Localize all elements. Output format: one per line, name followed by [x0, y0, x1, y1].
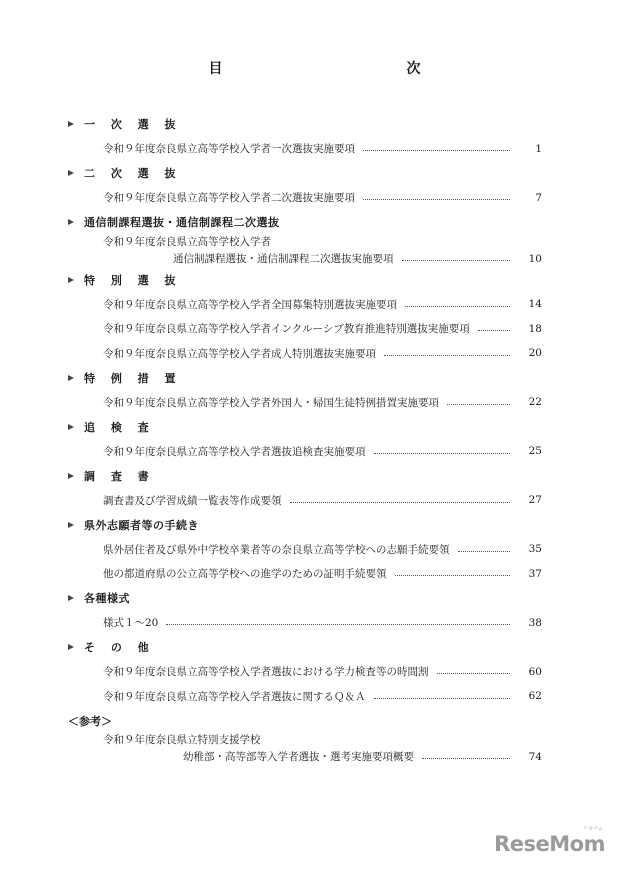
page-number: 74 [528, 750, 542, 763]
triangle-bullet-icon [68, 595, 74, 601]
page-number: 20 [528, 347, 542, 360]
section-label: 追 検 査 [84, 420, 155, 434]
toc-entry[interactable] [0, 341, 629, 366]
section-heading [0, 635, 629, 660]
toc-entry[interactable] [0, 488, 629, 513]
triangle-bullet-icon [68, 121, 74, 127]
section-heading [0, 513, 629, 538]
toc-entry[interactable] [0, 292, 629, 317]
page-number: 7 [535, 191, 542, 204]
page-number: 37 [528, 567, 542, 580]
resemom-logo [494, 826, 605, 856]
section-label: そ の 他 [84, 641, 155, 655]
entry-title: 令和９年度奈良県立高等学校入学者成人特別選抜実施要項 [103, 347, 376, 360]
toc-section [0, 513, 629, 587]
toc-entry[interactable] [0, 317, 629, 342]
page-number: 38 [528, 616, 542, 629]
toc-entry[interactable] [0, 684, 629, 709]
entry-title: 令和９年度奈良県立高等学校入学者インクルーシブ教育推進特別選抜実施要項 [103, 323, 470, 336]
reference-heading: ＜参考＞ [68, 714, 112, 728]
entry-title-line1: 令和９年度奈良県立高等学校入学者 [103, 235, 271, 248]
page-number: 35 [528, 543, 542, 556]
entry-title: 様式１～20 [103, 617, 159, 630]
section-heading [0, 268, 629, 293]
triangle-bullet-icon [68, 277, 74, 283]
entry-title: 県外居住者及び県外中学校卒業者等の奈良県立高等学校への志願手続要領 [103, 543, 450, 556]
toc-entry[interactable] [0, 562, 629, 587]
dot-leader [395, 575, 511, 576]
section-heading [0, 112, 629, 137]
entry-title: 令和９年度奈良県立高等学校入学者選抜における学力検査等の時間割 [103, 666, 429, 679]
toc-section [0, 635, 629, 709]
toc-section [0, 161, 629, 210]
dot-leader [437, 673, 511, 674]
toc-entry[interactable] [0, 390, 629, 415]
toc-section [0, 210, 629, 268]
section-label: 県外志願者等の手続き [84, 518, 199, 532]
toc-section [0, 464, 629, 513]
toc-entry[interactable] [0, 137, 629, 162]
dot-leader [374, 453, 511, 454]
section-heading [0, 161, 629, 186]
triangle-bullet-icon [68, 170, 74, 176]
section-heading [0, 210, 629, 235]
toc-section [0, 112, 629, 161]
page-number: 62 [528, 690, 542, 703]
section-label: 一 次 選 抜 [84, 118, 182, 132]
table-of-contents [0, 112, 629, 766]
dot-leader [384, 355, 510, 356]
triangle-bullet-icon [68, 219, 74, 225]
dot-leader [166, 624, 510, 625]
entry-title: 令和９年度奈良県立高等学校入学者選抜に関するＱ＆Ａ [103, 690, 366, 703]
page-number: 27 [528, 494, 542, 507]
toc-entry[interactable] [0, 733, 629, 766]
entry-title: 令和９年度奈良県立高等学校入学者二次選抜実施要項 [103, 192, 355, 205]
toc-section [0, 415, 629, 464]
page-number: 22 [528, 396, 542, 409]
dot-leader [290, 502, 511, 503]
entry-title-line2: 通信制課程選抜・通信制課程二次選抜実施要項 [173, 253, 394, 265]
entry-title-line1: 令和９年度奈良県立特別支援学校 [103, 733, 261, 746]
dot-leader [402, 260, 511, 261]
entry-title: 令和９年度奈良県立高等学校入学者外国人・帰国生徒特例措置実施要項 [103, 396, 439, 409]
triangle-bullet-icon [68, 522, 74, 528]
section-heading [0, 464, 629, 489]
dot-leader [422, 758, 510, 759]
dot-leader [374, 698, 511, 699]
section-heading [0, 415, 629, 440]
toc-entry[interactable] [0, 235, 629, 268]
page-number: 18 [528, 322, 542, 335]
page-number: 10 [528, 252, 542, 265]
entry-title: 他の都道府県の公立高等学校への進学のための証明手続要領 [103, 568, 387, 581]
section-label: 特 例 措 置 [84, 371, 182, 385]
section-label: 調 査 書 [84, 469, 155, 483]
entry-title: 令和９年度奈良県立高等学校入学者全国募集特別選抜実施要項 [103, 298, 397, 311]
triangle-bullet-icon [68, 644, 74, 650]
section-label: 通信制課程選抜・通信制課程二次選抜 [84, 216, 280, 230]
toc-entry[interactable] [0, 537, 629, 562]
dot-leader [478, 330, 510, 331]
triangle-bullet-icon [68, 473, 74, 479]
section-label: 二 次 選 抜 [84, 167, 182, 181]
logo-subtext: リセマム [583, 826, 603, 832]
entry-title: 令和９年度奈良県立高等学校入学者一次選抜実施要項 [103, 143, 355, 156]
section-label: 特 別 選 抜 [84, 273, 182, 287]
dot-leader [363, 199, 510, 200]
entry-title: 令和９年度奈良県立高等学校入学者選抜追検査実施要項 [103, 445, 366, 458]
dot-leader [447, 404, 510, 405]
entry-title-line2: 幼稚部・高等部等入学者選抜・選考実施要項概要 [183, 751, 414, 763]
toc-section [0, 586, 629, 635]
page-number: 60 [528, 665, 542, 678]
section-heading [0, 366, 629, 391]
toc-section [0, 268, 629, 366]
reference-section [0, 709, 629, 766]
toc-entry[interactable] [0, 611, 629, 636]
toc-section [0, 366, 629, 415]
page-number: 14 [528, 298, 542, 311]
entry-title: 調査書及び学習成績一覧表等作成要領 [103, 494, 282, 507]
page-number: 1 [535, 142, 542, 155]
dot-leader [458, 551, 511, 552]
section-label: 各種様式 [84, 592, 130, 606]
toc-entry[interactable] [0, 439, 629, 464]
toc-entry[interactable] [0, 660, 629, 685]
page-title: 目 次 [208, 61, 473, 77]
toc-entry[interactable] [0, 186, 629, 211]
section-heading [0, 586, 629, 611]
triangle-bullet-icon [68, 375, 74, 381]
triangle-bullet-icon [68, 424, 74, 430]
logo-text: ReseMom [494, 832, 605, 856]
page-number: 25 [528, 445, 542, 458]
dot-leader [405, 306, 510, 307]
dot-leader [363, 150, 510, 151]
